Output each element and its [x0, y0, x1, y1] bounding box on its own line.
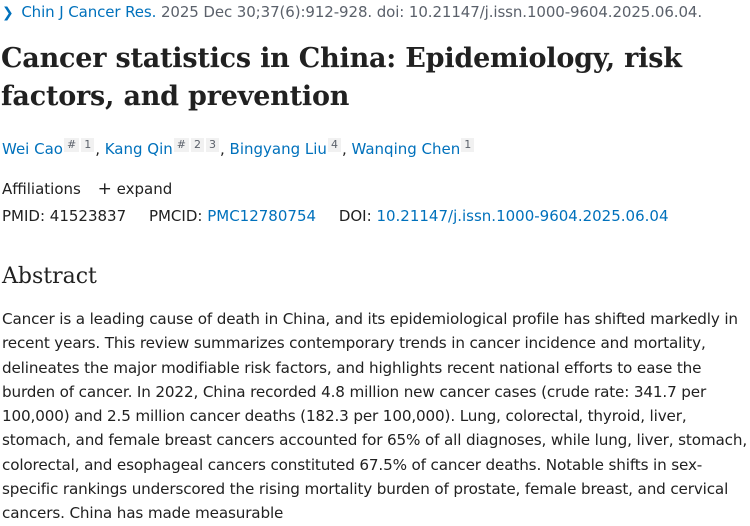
author-equal-contrib-mark[interactable]: #	[174, 138, 189, 152]
author-link[interactable]: Wei Cao	[2, 140, 63, 158]
pmcid-link[interactable]: PMC12780754	[207, 207, 317, 225]
author-equal-contrib-mark[interactable]: #	[64, 138, 79, 152]
expand-label[interactable]: expand	[116, 180, 173, 198]
affiliations-label: Affiliations	[2, 180, 81, 198]
affiliation-ref[interactable]: 4	[328, 138, 341, 152]
author-link[interactable]: Bingyang Liu	[229, 140, 327, 158]
affiliation-ref[interactable]: 1	[461, 138, 474, 152]
affiliation-ref[interactable]: 1	[81, 138, 94, 152]
citation-line	[2, 3, 702, 21]
author-link[interactable]: Kang Qin	[104, 140, 173, 158]
abstract-heading: Abstract	[2, 264, 97, 289]
affiliation-ref[interactable]: 2	[191, 138, 204, 152]
pmid-value: 41523837	[49, 207, 127, 225]
doi-label: DOI:	[338, 207, 372, 225]
affiliations-toggle[interactable]	[2, 179, 172, 199]
identifiers	[2, 207, 668, 225]
journal-link[interactable]: Chin J Cancer Res.	[21, 3, 157, 21]
pmcid-label: PMCID:	[148, 207, 203, 225]
abstract-text: Cancer is a leading cause of death in China, and its epidemiological profile has shifted markedly in recent years. This review summarizes contemporary trends in cancer incidence and mortality, delineates the major modifiable risk factors, and highlights recent national efforts to ease the burden of cancer. In 2022, China recorded 4.8 million new cancer cases (crude rate: 341.7 per 100,000) and 2.5 million cancer deaths (182.3 per 100,000). Lung, colorectal, thyroid, liver, stomach, and female breast cancers accounted for 65% of all diagnoses, while lung, liver, stomach, colorectal, and esophageal cancers constituted 67.5% of cancer deaths. Notable shifts in sex-specific rankings underscored the rising mortality burden of prostate, female breast, and cervical cancers. China has made measurable	[2, 310, 747, 523]
article-title: Cancer statistics in China: Epidemiology, risk factors, and prevention	[1, 43, 682, 112]
pmid-label: PMID:	[2, 207, 46, 225]
author-list: Wei Cao # 1 , Kang Qin # 2 3 , Bingyang Liu 4 , Wanqing Chen 1	[2, 140, 475, 158]
author-link[interactable]: Wanqing Chen	[351, 140, 461, 158]
citation-details: 2025 Dec 30;37(6):912-928. doi: 10.21147/j.issn.1000-9604.2025.06.04.	[160, 3, 703, 21]
plus-icon: +	[97, 179, 112, 199]
doi-link[interactable]: 10.21147/j.issn.1000-9604.2025.06.04	[376, 207, 669, 225]
affiliation-ref[interactable]: 3	[206, 138, 219, 152]
chevron-right-icon[interactable]: ❯	[2, 5, 14, 21]
